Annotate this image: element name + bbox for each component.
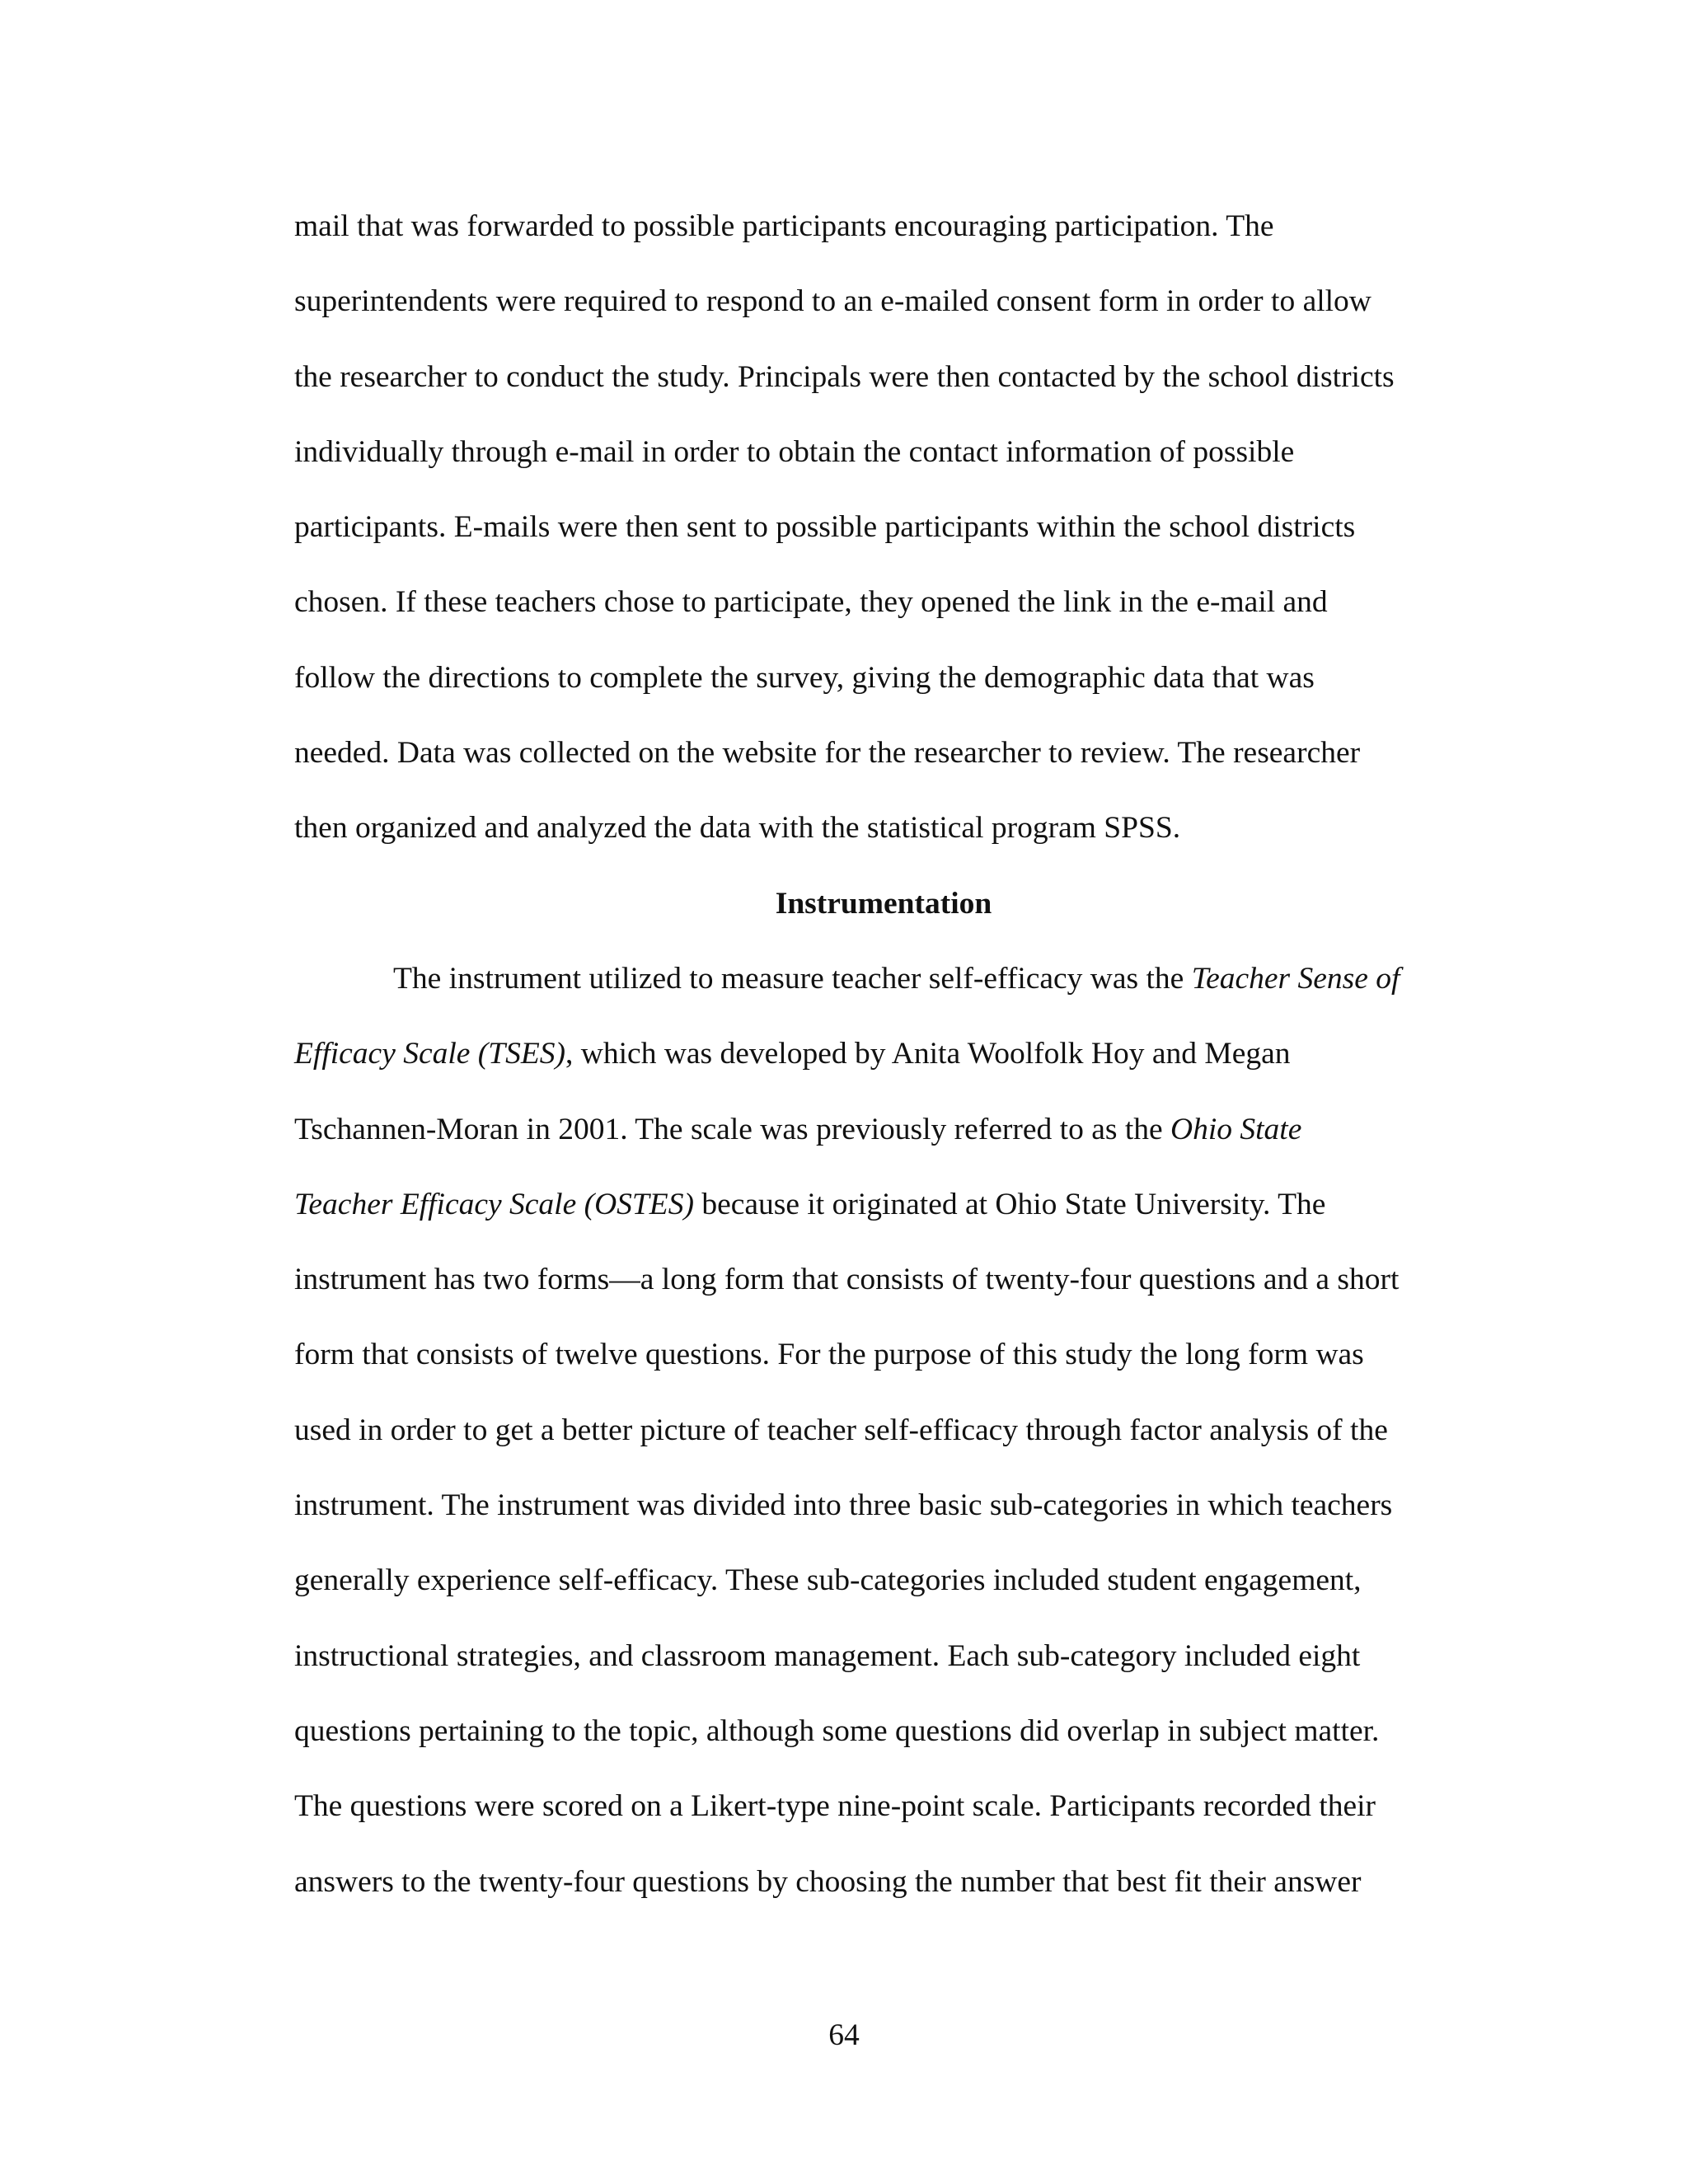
italic-title-segment: Efficacy Scale (TSES): [294, 1037, 566, 1071]
page-number: 64: [828, 2018, 860, 2052]
italic-title-segment: Teacher Sense of: [1191, 961, 1400, 996]
paragraph-line: chosen. If these teachers chose to participate, they opened the link in the e-mail and: [294, 585, 1328, 620]
section-heading: Instrumentation: [775, 886, 992, 921]
paragraph-line: then organized and analyzed the data with the statistical program SPSS.: [294, 811, 1181, 846]
paragraph-line: mail that was forwarded to possible participants encouraging participation. The: [294, 209, 1274, 243]
paragraph-line: superintendents were required to respond to an e-mailed consent form in order to allow: [294, 284, 1372, 319]
italic-title-segment: Ohio State: [1170, 1112, 1302, 1146]
paragraph-line: [294, 1167, 1473, 1242]
paragraph-line: The questions were scored on a Likert-type nine-point scale. Participants recorded their: [294, 1789, 1376, 1824]
italic-title-segment: Teacher Efficacy Scale (OSTES): [294, 1187, 694, 1221]
paragraph-line: [294, 1092, 1473, 1167]
paragraph-line: used in order to get a better picture of teacher self-efficacy through factor analysis of the: [294, 1413, 1388, 1447]
paragraph-line: questions pertaining to the topic, although some questions did overlap in subject matter.: [294, 1713, 1380, 1748]
text-segment: Tschannen-Moran in 2001. The scale was previously referred to as the: [294, 1112, 1171, 1146]
text-segment: because it originated at Ohio State University. The: [693, 1187, 1326, 1221]
paragraph-line: [294, 1016, 1473, 1091]
paragraph-line: participants. E-mails were then sent to possible participants within the school districts: [294, 510, 1356, 545]
paragraph-line: answers to the twenty-four questions by choosing the number that best fit their answer: [294, 1864, 1362, 1899]
paragraph-line: instructional strategies, and classroom management. Each sub-category included eight: [294, 1638, 1361, 1673]
paragraph-line: instrument. The instrument was divided into three basic sub-categories in which teachers: [294, 1488, 1393, 1523]
paragraph-line: individually through e-mail in order to obtain the contact information of possible: [294, 434, 1295, 469]
body-text: [294, 189, 1473, 1919]
paragraph-line: form that consists of twelve questions. For the purpose of this study the long form was: [294, 1338, 1364, 1372]
paragraph-line: needed. Data was collected on the website for the researcher to review. The researcher: [294, 736, 1361, 771]
text-segment: , which was developed by Anita Woolfolk Hoy and Megan: [565, 1037, 1291, 1071]
paragraph-line: [294, 941, 1473, 1016]
paragraph-line: follow the directions to complete the survey, giving the demographic data that was: [294, 660, 1315, 695]
paragraph-line: instrument has two forms—a long form that consists of twenty-four questions and a short: [294, 1263, 1400, 1297]
text-segment: The instrument utilized to measure teacher self-efficacy was the: [393, 961, 1192, 996]
paragraph-line: the researcher to conduct the study. Principals were then contacted by the school districts: [294, 359, 1395, 394]
paragraph-line: generally experience self-efficacy. These sub-categories included student engagement,: [294, 1563, 1362, 1598]
